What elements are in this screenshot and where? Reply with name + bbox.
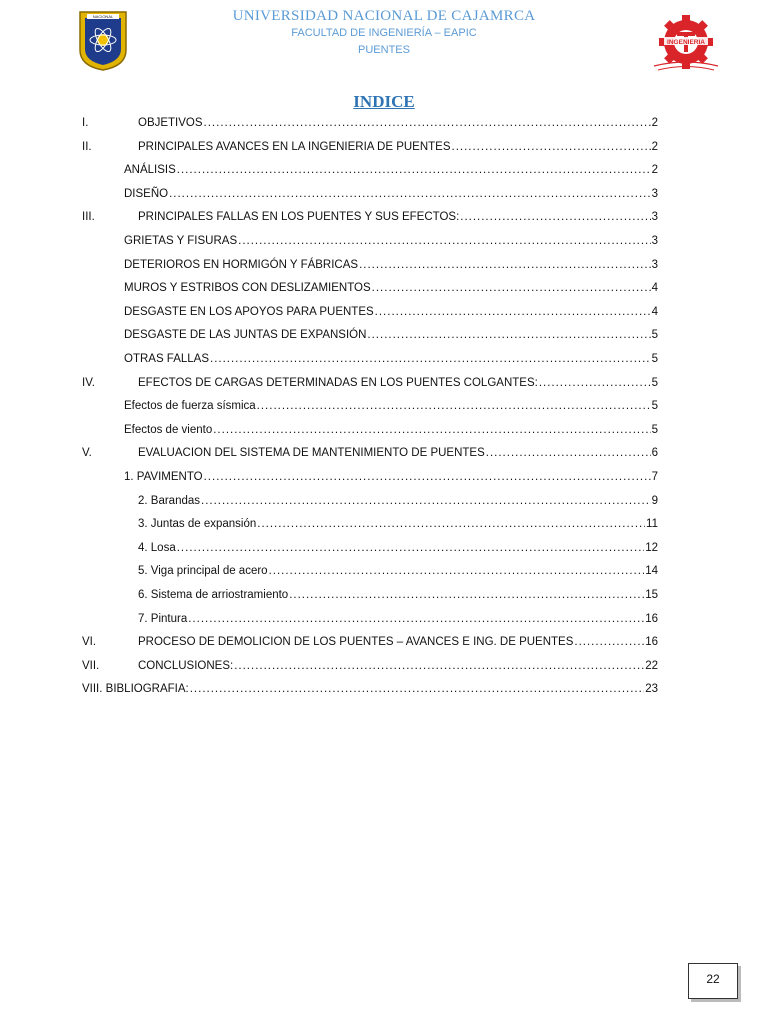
toc-dot-leader (213, 421, 650, 439)
toc-dot-leader (289, 586, 644, 604)
toc-entry-label: ANÁLISIS (124, 164, 176, 177)
toc-dot-leader (169, 185, 651, 203)
university-name: UNIVERSIDAD NACIONAL DE CAJAMRCA (232, 8, 536, 24)
page-number-box (688, 963, 738, 999)
toc-entry[interactable] (124, 326, 658, 344)
toc-dot-leader (257, 515, 645, 533)
toc-entry-label: DISEÑO (124, 187, 169, 200)
toc-title: INDICE (353, 92, 415, 111)
toc-entry-number: V. (82, 447, 92, 460)
toc-entry-label: 6. Sistema de arriostramiento (138, 589, 289, 601)
toc-entry-label: PROCESO DE DEMOLICION DE LOS PUENTES – AVANCES E ING. DE PUENTES (138, 636, 574, 649)
toc-dot-leader (257, 397, 651, 415)
toc-entry-number: IV. (82, 376, 96, 389)
toc-dot-leader (234, 657, 644, 675)
toc-dot-leader (204, 114, 651, 132)
toc-dot-leader (269, 562, 645, 580)
toc-entry-page: 3 (651, 258, 658, 271)
toc-dot-leader (372, 279, 651, 297)
toc-entry[interactable] (138, 539, 658, 557)
faculty-name: FACULTAD DE INGENIERÍA – EAPIC (291, 27, 477, 39)
toc-dot-leader (201, 492, 651, 510)
toc-entry-page: 6 (651, 447, 658, 460)
toc-entry[interactable] (124, 468, 658, 486)
toc-entry-page: 16 (645, 636, 658, 649)
toc-entry-number: VII. (82, 659, 100, 672)
toc-dot-leader (188, 610, 644, 628)
toc-entry-page: 5 (651, 423, 658, 436)
toc-entry-label: Efectos de fuerza sísmica (124, 400, 256, 413)
toc-dot-leader (375, 303, 651, 321)
toc-entry-label: 3. Juntas de expansión (138, 518, 257, 531)
toc-entry-label: 1. PAVIMENTO (124, 471, 203, 483)
toc-entry-page: 22 (645, 659, 658, 672)
toc-entry-page: 15 (645, 589, 658, 601)
toc-entry[interactable] (82, 444, 658, 462)
toc-entry-label: EVALUACION DEL SISTEMA DE MANTENIMIENTO DE PUENTES (138, 447, 485, 460)
toc-dot-leader (367, 326, 650, 344)
toc-dot-leader (238, 232, 650, 250)
toc-entry-label: 5. Viga principal de acero (138, 565, 268, 578)
toc-entry-page: 3 (651, 187, 658, 200)
toc-entry[interactable] (138, 492, 658, 510)
toc-entry-page: 4 (651, 282, 658, 295)
toc-entry-number: III. (82, 211, 95, 224)
page-number: 22 (706, 972, 720, 986)
toc-dot-leader (190, 680, 644, 698)
toc-dot-leader (359, 256, 651, 274)
toc-entry[interactable] (82, 374, 658, 392)
engineering-gear-logo (650, 14, 722, 74)
toc-entry-number: I. (82, 117, 89, 129)
toc-entry-label: PRINCIPALES FALLAS EN LOS PUENTES Y SUS EFECTOS: (138, 211, 460, 224)
toc-dot-leader (460, 208, 650, 226)
toc-entry[interactable] (82, 114, 658, 132)
toc-entry-label: Efectos de viento (124, 423, 213, 436)
toc-entry-page: 5 (651, 329, 658, 342)
right-logo-text: INGENIERIA (667, 38, 705, 46)
toc-entry-page: 3 (651, 235, 658, 247)
toc-entry[interactable] (124, 303, 658, 321)
toc-entry[interactable] (138, 515, 658, 533)
toc-entry[interactable] (124, 185, 658, 203)
toc-entry-label: CONCLUSIONES: (138, 659, 234, 672)
toc-entry-page: 5 (651, 400, 658, 413)
toc-entry-page: 14 (645, 565, 658, 578)
page-header (0, 0, 768, 80)
toc-dot-leader (452, 138, 651, 156)
toc-entry-label: EFECTOS DE CARGAS DETERMINADAS EN LOS PUENTES COLGANTES: (138, 376, 538, 389)
toc-entry[interactable] (82, 633, 658, 651)
toc-entry[interactable] (124, 232, 658, 250)
toc-entry-label: DETERIOROS EN HORMIGÓN Y FÁBRICAS (124, 258, 359, 271)
toc-entry[interactable] (124, 397, 658, 415)
toc-entry-page: 5 (651, 376, 658, 389)
toc-entry-number: VI. (82, 636, 97, 649)
toc-entry-label: DESGASTE EN LOS APOYOS PARA PUENTES (124, 305, 374, 318)
toc-entry-label: DESGASTE DE LAS JUNTAS DE EXPANSIÓN (124, 329, 367, 342)
toc-entry-page: 23 (645, 683, 658, 696)
toc-entry[interactable] (82, 657, 658, 675)
toc-entry-label: MUROS Y ESTRIBOS CON DESLIZAMIENTOS (124, 282, 371, 295)
toc-entry-page: 9 (651, 494, 658, 507)
toc-entry-page: 2 (651, 164, 658, 177)
toc-entry-label: 4. Losa (138, 541, 176, 554)
toc-entry[interactable] (124, 256, 658, 274)
toc-dot-leader (210, 350, 651, 368)
toc-entry-label: PRINCIPALES AVANCES EN LA INGENIERIA DE PUENTES (138, 140, 451, 153)
toc-entry[interactable] (138, 586, 658, 604)
toc-entry-page: 12 (645, 541, 658, 554)
toc-entry-label: VIII. BIBLIOGRAFIA: (82, 683, 189, 696)
toc-entry[interactable] (138, 562, 658, 580)
toc-dot-leader (177, 539, 644, 557)
toc-dot-leader (177, 161, 651, 179)
toc-entry-label: 7. Pintura (138, 612, 188, 625)
toc-entry-label: GRIETAS Y FISURAS (124, 235, 238, 247)
toc-entry-page: 11 (646, 518, 658, 531)
toc-entry-page: 2 (651, 140, 658, 153)
toc-entry[interactable] (124, 350, 658, 368)
toc-entry-page: 4 (651, 305, 658, 318)
toc-entry-label: OTRAS FALLAS (124, 353, 210, 365)
toc-entry-label: OBJETIVOS (138, 117, 203, 129)
toc-entry-page: 7 (651, 471, 658, 483)
toc-entry[interactable] (82, 138, 658, 156)
subject-name: PUENTES (358, 44, 410, 56)
toc-dot-leader (204, 468, 651, 486)
toc-entry[interactable] (138, 610, 658, 628)
toc-entry-number: II. (82, 140, 92, 153)
toc-entry-page: 3 (651, 211, 658, 224)
toc-entry-label: 2. Barandas (138, 494, 201, 507)
toc-entry[interactable] (124, 161, 658, 179)
toc-entry[interactable] (82, 208, 658, 226)
toc-dot-leader (539, 374, 651, 392)
toc-entry-page: 2 (651, 117, 658, 129)
toc-dot-leader (486, 444, 651, 462)
left-logo-text: NACIONAL (92, 14, 114, 20)
toc-dot-leader (574, 633, 644, 651)
toc-entry-page: 16 (645, 612, 658, 625)
toc-entry-page: 5 (651, 353, 658, 365)
toc-entry[interactable] (82, 680, 658, 698)
toc-entry[interactable] (124, 279, 658, 297)
toc-entry[interactable] (124, 421, 658, 439)
